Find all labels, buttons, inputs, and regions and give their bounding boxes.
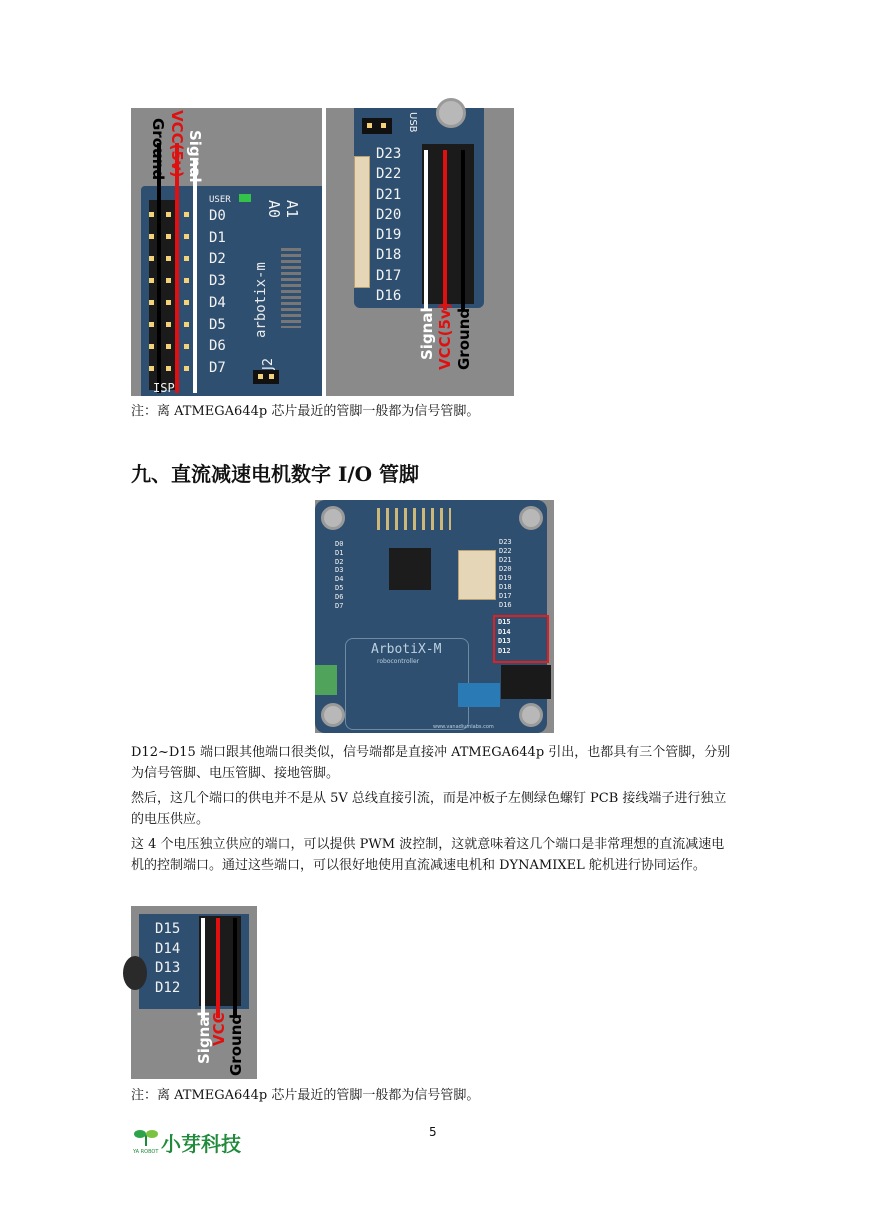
ground-label: Ground: [149, 118, 167, 181]
power-terminal: [458, 683, 500, 707]
footer-logo: [131, 1126, 251, 1162]
note-1: 注：离 ATMEGA644p 芯片最近的管脚一般都为信号管脚。: [131, 404, 480, 419]
ground-wire: [461, 150, 465, 310]
board-sub: robocontroller: [377, 658, 420, 665]
page-number: 5: [429, 1125, 437, 1139]
vcc-label: VCC(5v): [436, 302, 454, 370]
board-photo: [315, 500, 554, 733]
signal-label: Signal: [186, 130, 204, 183]
figure-right-photo: [326, 108, 514, 396]
signal-label: Signal: [418, 307, 436, 360]
vcc-wire: [443, 150, 447, 310]
footer-logo-sub: YA ROBOT: [133, 1149, 159, 1155]
signal-label: Signal: [195, 1011, 213, 1064]
paragraph-1: D12~D15 端口跟其他端口很类似，信号端都是直接冲 ATMEGA644p 引出，也都具有三个管脚，分别为信号管脚、电压管脚、接地管脚。: [131, 745, 731, 781]
board-highlight-pins: D15 D14 D13 D12: [498, 618, 511, 655]
isp-label: ISP: [153, 381, 175, 395]
board-pin-labels-right: D23 D22 D21 D20 D19 D18 D17 D16: [499, 538, 512, 609]
vcc-label: VCC(5v): [168, 110, 186, 178]
signal-wire: [193, 158, 197, 393]
servo-connector: [354, 156, 370, 288]
vcc-label: VCC: [210, 1012, 228, 1046]
power-jack: [501, 665, 551, 699]
figure-left-photo: [131, 108, 322, 396]
board-website: www.vanadiumlabs.com: [433, 724, 494, 730]
ground-wire: [157, 143, 161, 393]
paragraph-3: 这 4 个电压独立供应的端口，可以提供 PWM 波控制，这就意味着这几个端口是非常理想的直流减速电机的控制端口。通过这些端口，可以很好地使用直流减速电机和 DYNAMIXEL 舵机进行协同运作。: [131, 837, 725, 873]
signal-wire: [424, 150, 428, 310]
board-pin-labels-left: D0 D1 D2 D3 D4 D5 D6 D7: [335, 540, 344, 610]
j2-label: J2: [261, 357, 276, 370]
d12-d15-pin-labels: D15 D14 D13 D12: [155, 921, 181, 996]
a1-label: A1: [283, 200, 301, 219]
sprout-icon: [133, 1126, 159, 1148]
ground-wire: [233, 918, 237, 1018]
user-led: [239, 194, 251, 202]
usb-label: USB: [407, 112, 418, 133]
a0-label: A0: [265, 200, 283, 219]
figure-d12-d15-photo: [131, 906, 257, 1079]
vcc-wire: [175, 143, 179, 393]
section-title: 九、直流减速电机数字 I/O 管脚: [131, 462, 420, 486]
screw-terminal: [315, 665, 337, 695]
pin-labels-left: D0 D1 D2 D3 D4 D5 D6 D7: [209, 208, 226, 376]
user-led-label: USER: [209, 195, 231, 205]
paragraph-2: 然后，这几个端口的供电并不是从 5V 总线直接引流，而是冲板子左侧绿色螺钉 PCB 接线端子进行独立的电压供应。: [131, 791, 727, 827]
board-brand: ArbotiX-M: [371, 642, 442, 657]
footer-logo-text: 小芽科技: [161, 1132, 241, 1156]
brand-label: arbotix-m: [253, 262, 269, 338]
ground-label: Ground: [227, 1013, 245, 1076]
vcc-wire: [216, 918, 220, 1018]
note-2: 注：离 ATMEGA644p 芯片最近的管脚一般都为信号管脚。: [131, 1088, 480, 1103]
ground-label: Ground: [455, 307, 473, 370]
signal-wire: [201, 918, 205, 1018]
pin-labels-right: D23 D22 D21 D20 D19 D18 D17 D16: [376, 146, 402, 305]
